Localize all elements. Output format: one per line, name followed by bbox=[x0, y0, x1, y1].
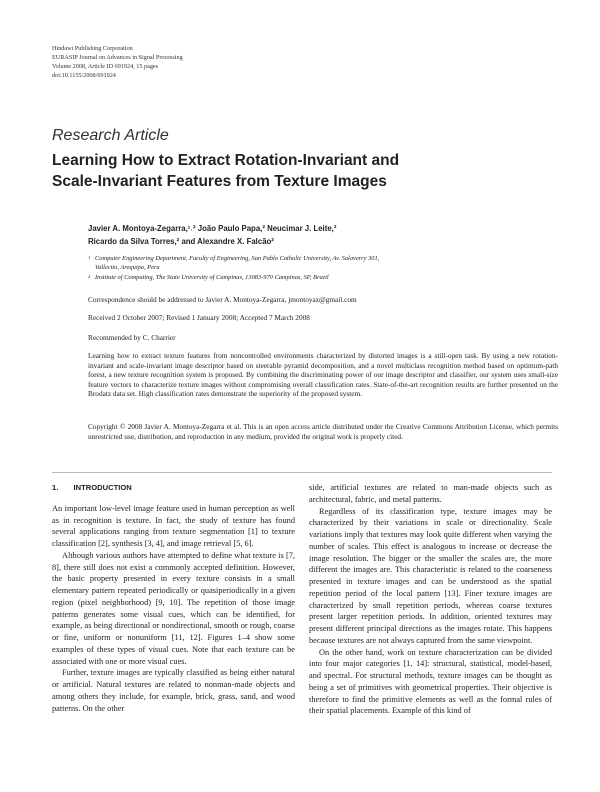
author-line: Ricardo da Silva Torres,² and Alexandre X. Falcão² bbox=[88, 236, 274, 246]
body-paragraph: Although various authors have attempted to define what texture is [7, 8], there still does not exist a commonly accepted definition. However, the basic property presented in every texture consists in a small elementary pattern repeated periodically or quasiperiodically in a given region (pixel neighborhood) [9, 10]. The repetition of those image patterns generates some visual cues, which can be identified, for example, as being directional or nondirectional, smooth or rough, coarse or fine, uniform or nonuniform [11, 12]. Figures 1–4 show some examples of these types of visual cues. Note that each texture can be associated with one or more visual cues. bbox=[52, 550, 295, 666]
affiliation-text: Vallecito, Arequipa, Peru bbox=[95, 264, 160, 272]
volume-line: Volume 2008, Article ID 691924, 15 pages bbox=[52, 63, 159, 70]
affiliation-text: Computer Engineering Department, Faculty of Engineering, San Pablo Catholic University, Av. Salaverry 301, bbox=[95, 255, 380, 262]
body-paragraph: Regardless of its classification type, texture images may be characterized by their variations in scale or directionality. Scale variations imply that textures may look quite different when varying the number of scales. This effect is analogous to increase or decrease the image resolution. The bigger or the smaller the scales are, the more different the images are. This characteristic is related to the coarseness presented in texture images and can be understood as the spatial repetition period of the local pattern [13]. Finer texture images are characterized by small repetition periods, whereas coarse textures present larger repetition periods. In addition, oriented textures may present different principal directions as the images rotate. This happens because textures are not always captured from the same viewpoint. bbox=[309, 506, 552, 645]
article-type: Research Article bbox=[52, 127, 169, 144]
journal-line: EURASIP Journal on Advances in Signal Processing bbox=[52, 54, 183, 61]
section-heading: 1. INTRODUCTION bbox=[52, 483, 132, 492]
section-divider bbox=[52, 472, 552, 473]
title-line: Scale-Invariant Features from Texture Images bbox=[52, 173, 387, 190]
author-line: Javier A. Montoya-Zegarra,¹˒² João Paulo Papa,² Neucimar J. Leite,² bbox=[88, 224, 337, 233]
author-list bbox=[88, 223, 558, 248]
affiliation-number: 2 bbox=[88, 273, 91, 279]
body-paragraph: Further, texture images are typically classified as being either natural or artificial. Natural textures are related to nonman-made objects and among others they include, for example, brick, grass, sand, and wood patterns. On the other bbox=[52, 668, 295, 713]
left-column bbox=[52, 482, 295, 714]
affiliation-1 bbox=[88, 254, 558, 273]
affiliation-number: 1 bbox=[88, 255, 91, 260]
recommended-by: Recommended by C. Charrier bbox=[88, 333, 176, 342]
paper-title bbox=[52, 150, 532, 192]
body-paragraph: side, artificial textures are related to man-made objects such as architectural, fabric, and metal patterns. bbox=[309, 483, 552, 504]
right-column bbox=[309, 482, 552, 717]
affiliations bbox=[88, 254, 558, 282]
abstract: Learning how to extract texture features from noncontrolled environments characterized by distorted images is a still-open task. By using a new rotation-invariant and scale-invariant image descriptor based on steerable pyramid decomposition, and a novel multiclass recognition method based on optimum-path forest, a new texture recognition system is proposed. By combining the discriminating power of our image descriptor and classifier, our system uses small-size feature vectors to characterize texture images without compromising overall classification rates. State-of-the-art recognition results are further presented on the Brodatz data set. High classification rates demonstrate the superiority of the proposed system. bbox=[88, 351, 558, 399]
body-paragraph: An important low-level image feature used in human perception as well as in recognition is texture. In fact, the study of texture has found several applications ranging from texture segmentation [1] to texture classification [2], synthesis [3, 4], and image retrieval [5, 6]. bbox=[52, 503, 295, 548]
title-line: Learning How to Extract Rotation-Invariant and bbox=[52, 152, 400, 169]
correspondence: Correspondence should be addressed to Javier A. Montoya-Zegarra, jmontoyaz@gmail.com bbox=[88, 295, 357, 304]
affiliation-2 bbox=[88, 273, 558, 282]
affiliation-text: Institute of Computing, The State University of Campinas, 13083-970 Campinas, SP, Brazil bbox=[95, 273, 329, 281]
body-paragraph: On the other hand, work on texture characterization can be divided into four major categories [1, 14]: structural, statistical, model-based, and spectral. For structural methods, texture images can be thought as being a set of primitives with geometrical properties. Their objective is therefore to find the primitive elements as well as the formal rules of their spatial placements. Example of this kind of bbox=[309, 647, 552, 716]
doi-line: doi:10.1155/2008/691924 bbox=[52, 72, 116, 79]
journal-header bbox=[52, 44, 183, 80]
copyright-notice: Copyright © 2008 Javier A. Montoya-Zegarra et al. This is an open access article distributed under the Creative Commons Attribution License, which permits unrestricted use, distribution, and reproduction in any medium, provided the original work is properly cited. bbox=[88, 422, 558, 441]
received-dates: Received 2 October 2007; Revised 1 January 2008; Accepted 7 March 2008 bbox=[88, 313, 310, 322]
publisher-line: Hindawi Publishing Corporation bbox=[52, 45, 133, 52]
